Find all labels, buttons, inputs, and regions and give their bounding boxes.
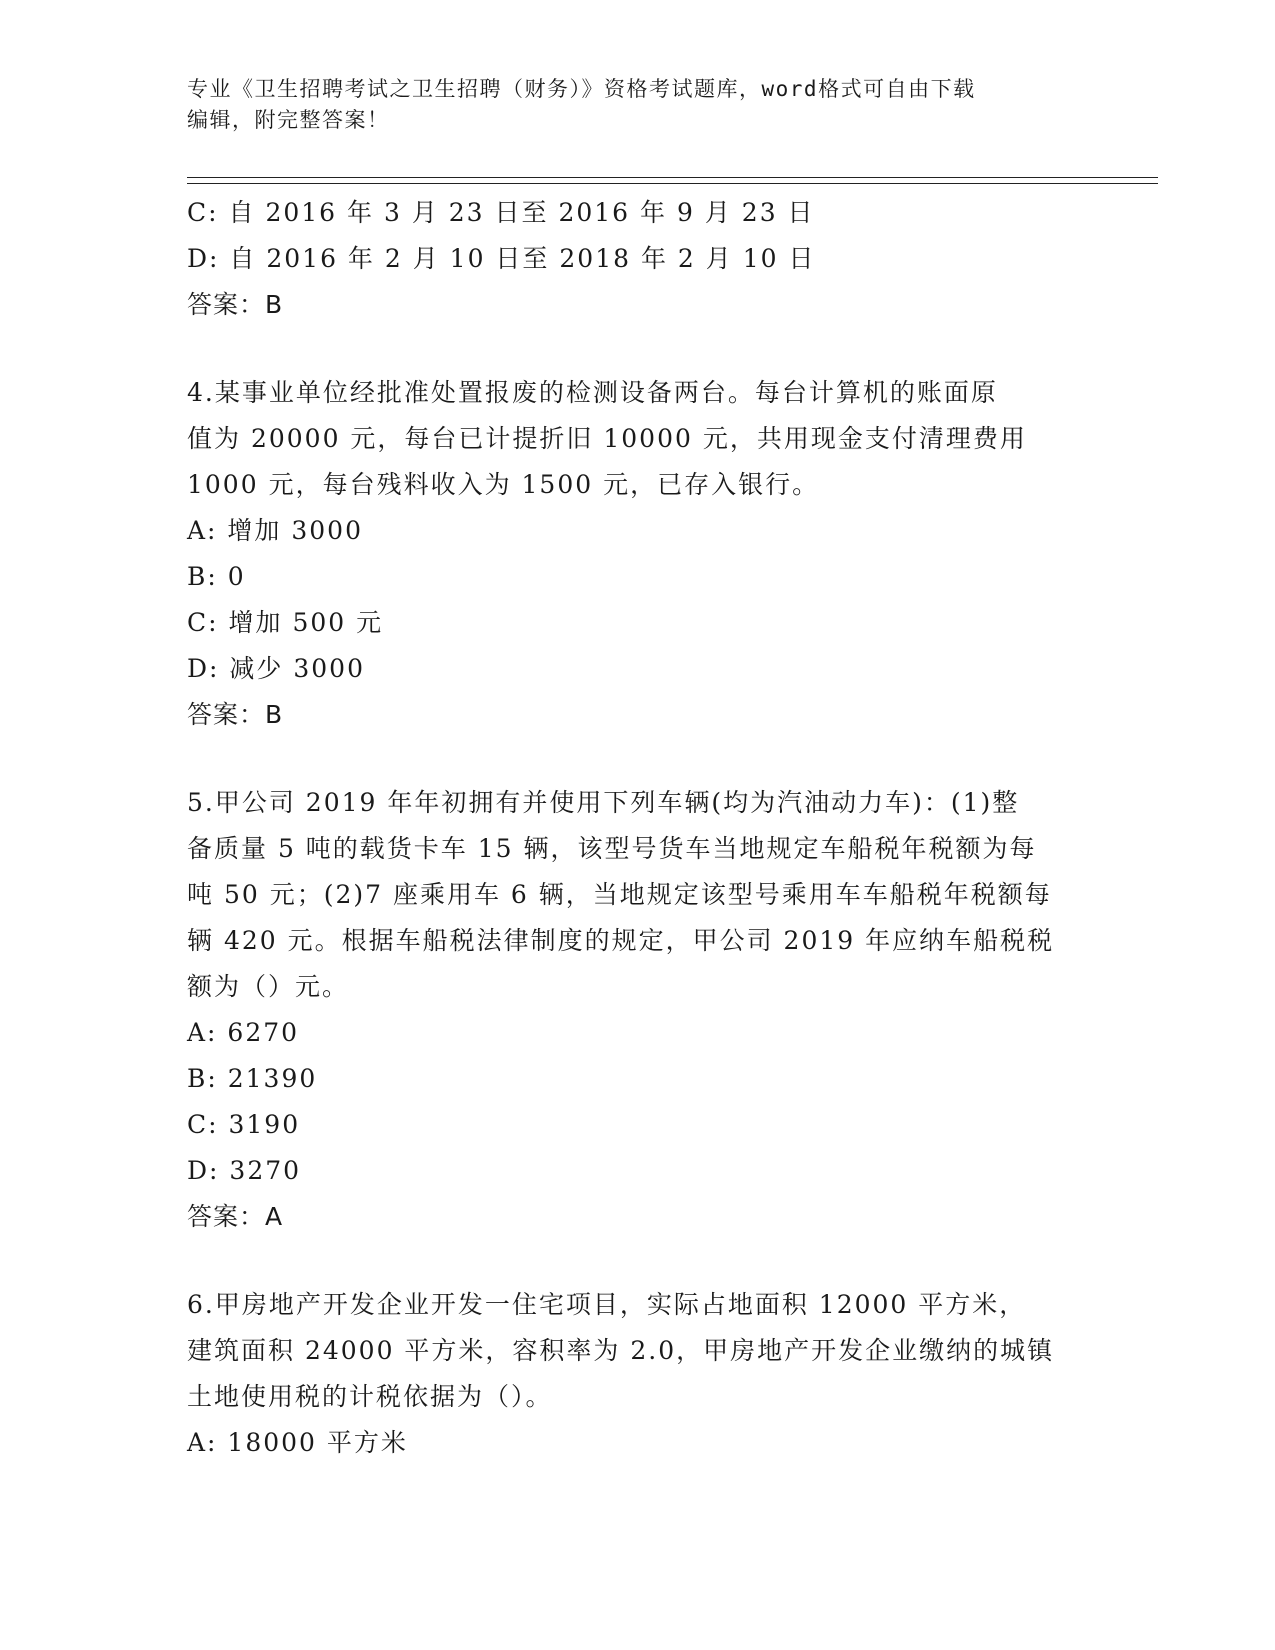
question-block bbox=[187, 738, 1087, 1240]
answer-option: D: 自 2016 年 2 月 10 日至 2018 年 2 月 10 日 bbox=[187, 244, 816, 273]
question-text: 备质量 5 吨的载货卡车 15 辆，该型号货车当地规定车船税年税额为每 bbox=[187, 834, 1037, 863]
question-text: 土地使用税的计税依据为（）。 bbox=[187, 1382, 553, 1411]
question-list bbox=[187, 190, 1087, 1466]
question-text: 6.甲房地产开发企业开发一住宅项目，实际占地面积 12000 平方米， bbox=[187, 1290, 1027, 1319]
header-line: 专业《卫生招聘考试之卫生招聘（财务）》资格考试题库，word格式可自由下载 bbox=[187, 77, 976, 101]
answer-key: 答案：B bbox=[187, 290, 284, 319]
question-block bbox=[187, 1240, 1087, 1466]
question-text: 1000 元，每台残料收入为 1500 元，已存入银行。 bbox=[187, 470, 820, 499]
answer-option: B: 0 bbox=[187, 562, 246, 591]
answer-option: D: 3270 bbox=[187, 1156, 302, 1185]
answer-option: B: 21390 bbox=[187, 1064, 318, 1093]
answer-option: A: 18000 平方米 bbox=[187, 1428, 408, 1457]
header-rule bbox=[187, 177, 1158, 178]
answer-option: A: 增加 3000 bbox=[187, 516, 363, 545]
question-text: 值为 20000 元，每台已计提折旧 10000 元，共用现金支付清理费用 bbox=[187, 424, 1027, 453]
question-text: 5.甲公司 2019 年年初拥有并使用下列车辆(均为汽油动力车)：(1)整 bbox=[187, 788, 1020, 817]
header-line: 编辑，附完整答案！ bbox=[187, 108, 390, 132]
question-text: 吨 50 元；(2)7 座乘用车 6 辆，当地规定该型号乘用车车船税年税额每 bbox=[187, 880, 1052, 909]
document-header bbox=[187, 74, 1087, 136]
question-text: 建筑面积 24000 平方米，容积率为 2.0，甲房地产开发企业缴纳的城镇 bbox=[187, 1336, 1055, 1365]
answer-option: C: 3190 bbox=[187, 1110, 301, 1139]
answer-key: 答案：A bbox=[187, 1202, 284, 1231]
answer-option: C: 自 2016 年 3 月 23 日至 2016 年 9 月 23 日 bbox=[187, 198, 815, 227]
block-spacer bbox=[187, 738, 1087, 780]
answer-option: A: 6270 bbox=[187, 1018, 300, 1047]
question-text: 额为（）元。 bbox=[187, 972, 350, 1001]
block-spacer bbox=[187, 328, 1087, 370]
question-text: 4.某事业单位经批准处置报废的检测设备两台。每台计算机的账面原 bbox=[187, 378, 998, 407]
question-text: 辆 420 元。根据车船税法律制度的规定，甲公司 2019 年应纳车船税税 bbox=[187, 926, 1055, 955]
answer-key: 答案：B bbox=[187, 700, 284, 729]
header-rule bbox=[187, 183, 1158, 184]
question-block bbox=[187, 328, 1087, 738]
question-block bbox=[187, 190, 1087, 328]
answer-option: C: 增加 500 元 bbox=[187, 608, 384, 637]
answer-option: D: 减少 3000 bbox=[187, 654, 365, 683]
block-spacer bbox=[187, 1240, 1087, 1282]
